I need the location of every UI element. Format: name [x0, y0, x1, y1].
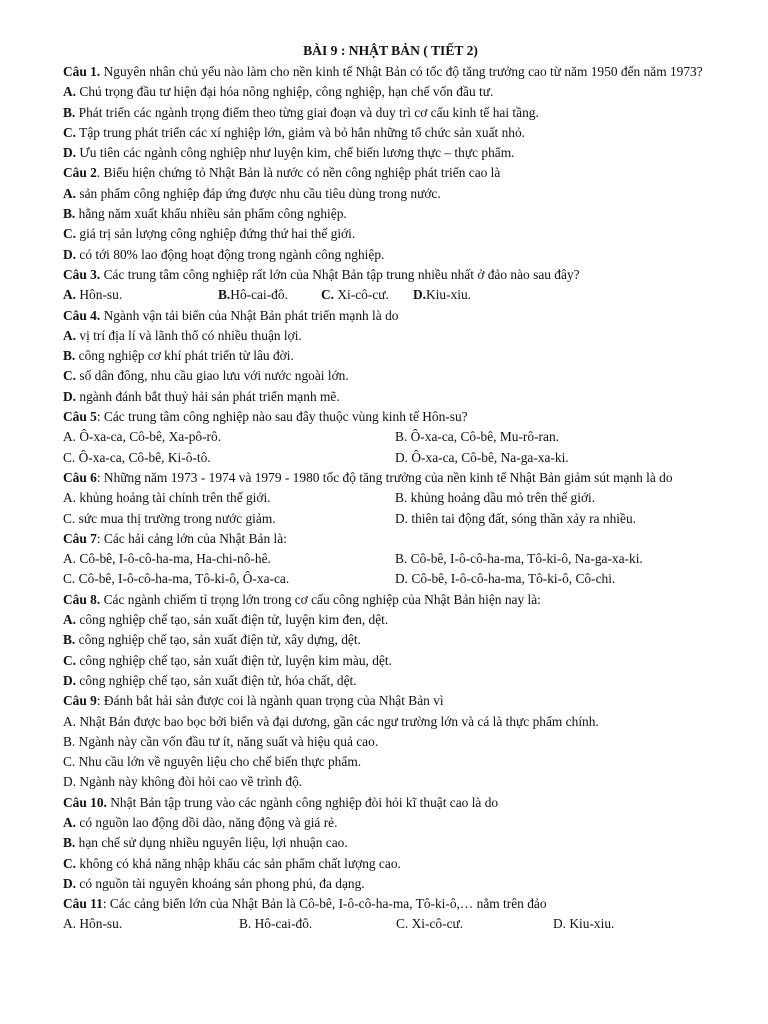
option-text: không có khả năng nhập khẩu các sản phẩm chất lượng cao. — [79, 855, 401, 871]
option-text: Tập trung phát triển các xí nghiệp lớn, giảm và bỏ hẳn những tổ chức sản xuất nhỏ. — [79, 124, 526, 140]
option-label: D. — [413, 287, 427, 303]
option-label: D. — [553, 916, 567, 932]
option-text: công nghiệp chế tạo, sản xuất điện tử, xây dựng, dệt. — [78, 632, 361, 648]
question-text: : Các cảng biển lớn của Nhật Bản là Cô-bê, I-ô-cô-ha-ma, Tô-ki-ô,… nằm trên đảo — [102, 896, 547, 912]
option-label: A. — [63, 287, 77, 303]
option-text: Hôn-su. — [79, 916, 123, 932]
option-label: A. — [63, 551, 77, 567]
option-text: khủng hoảng tài chính trên thế giới. — [79, 490, 271, 506]
option-text: khủng hoảng dầu mỏ trên thế giới. — [410, 490, 596, 506]
page-title: BÀI 9 : NHẬT BẢN ( TIẾT 2) — [303, 43, 478, 58]
question-text: Ngành vận tải biển của Nhật Bản phát triển mạnh là do — [103, 307, 399, 323]
option-d — [63, 143, 718, 163]
option-c — [63, 224, 718, 244]
option-text: công nghiệp chế tạo, sản xuất điện tử, hóa chất, dệt. — [79, 672, 357, 688]
option-text: Hô-cai-đô. — [230, 287, 288, 303]
option-text: hằng năm xuất khẩu nhiều sản phẩm công nghiệp. — [78, 206, 347, 222]
question-number: Câu 1. — [63, 64, 101, 79]
option-b — [63, 732, 718, 752]
options-row — [63, 509, 718, 529]
option-text: vị trí địa lí và lãnh thổ có nhiều thuận lợi. — [79, 327, 302, 343]
option-label: A. — [63, 327, 77, 343]
option-text: có nguồn tài nguyên khoáng sản phong phú, đa dạng. — [79, 875, 365, 891]
option-c — [63, 448, 395, 468]
option-b — [395, 488, 595, 508]
option-text: Hô-cai-đô. — [254, 916, 313, 932]
option-text: có tới 80% lao động hoạt động trong ngành công nghiệp. — [79, 246, 385, 262]
options-row — [63, 488, 718, 508]
option-label: A. — [63, 185, 77, 201]
option-label: D. — [63, 145, 77, 161]
option-label: A. — [63, 916, 77, 932]
option-text: Ô-xa-ca, Cô-bê, Mu-rô-ran. — [410, 429, 559, 445]
option-label: A. — [63, 612, 77, 628]
question-number: Câu 4. — [63, 307, 101, 323]
option-text: Nhật Bản được bao bọc bởi biển và đại dương, gần các ngư trường lớn và cá là thực phẩm chính. — [79, 713, 599, 729]
options-row — [63, 285, 718, 305]
option-text: Chú trọng đầu tư hiện đại hóa nông nghiệp, công nghiệp, hạn chế vốn đầu tư. — [79, 84, 494, 100]
option-d — [395, 448, 569, 468]
option-label: B. — [218, 287, 231, 303]
option-d — [63, 671, 718, 691]
option-label: B. — [63, 206, 76, 222]
question-1-stem — [63, 62, 718, 82]
question-number: Câu 7 — [63, 530, 97, 546]
option-d — [395, 509, 636, 529]
option-b — [395, 549, 643, 569]
option-a — [63, 326, 718, 346]
option-text: Cô-bê, I-ô-cô-ha-ma, Tô-ki-ô, Na-ga-xa-ki. — [410, 551, 643, 567]
option-c — [63, 509, 395, 529]
option-label: D. — [63, 672, 77, 688]
option-a — [63, 549, 395, 569]
option-label: A. — [63, 490, 77, 506]
option-text: hạn chế sử dụng nhiều nguyên liệu, lợi nhuận cao. — [78, 835, 348, 851]
question-3-stem — [63, 265, 718, 285]
option-label: C. — [63, 368, 77, 384]
option-text: số dân đông, nhu cầu giao lưu với nước ngoài lớn. — [79, 368, 349, 384]
option-b — [63, 833, 718, 853]
option-label: C. — [396, 916, 409, 932]
option-label: C. — [63, 124, 77, 140]
option-label: C. — [63, 652, 77, 668]
question-text: : Các hải cảng lớn của Nhật Bản là: — [96, 530, 287, 546]
question-7-stem — [63, 529, 718, 549]
option-label: A. — [63, 429, 77, 445]
question-text: Các trung tâm công nghiệp rất lớn của Nhật Bản tập trung nhiều nhất ở đảo nào sau đây? — [103, 266, 580, 282]
option-label: D. — [63, 388, 77, 404]
option-a — [63, 427, 395, 447]
question-number: Câu 6 — [63, 469, 97, 485]
question-number: Câu 10. — [63, 794, 107, 810]
option-d — [63, 245, 718, 265]
option-label: B. — [63, 348, 76, 364]
option-b — [63, 346, 718, 366]
option-label: B. — [395, 551, 408, 567]
question-text: : Đánh bắt hải sản được coi là ngành quan trọng của Nhật Bản vì — [96, 693, 444, 709]
options-row — [63, 427, 718, 447]
question-2-stem — [63, 163, 718, 183]
option-d — [63, 387, 718, 407]
option-b — [218, 285, 321, 305]
option-text: Hôn-su. — [79, 287, 123, 303]
option-d — [413, 285, 471, 305]
option-label: B. — [63, 104, 76, 120]
option-text: Ô-xa-ca, Cô-bê, Xa-pô-rô. — [79, 429, 222, 445]
question-text: Các ngành chiếm tỉ trọng lớn trong cơ cấu công nghiệp của Nhật Bản hiện nay là: — [103, 591, 541, 607]
option-text: Ưu tiên các ngành công nghiệp như luyện kim, chế biến lương thực – thực phẩm. — [79, 145, 515, 161]
option-b — [395, 427, 559, 447]
option-label: B. — [239, 916, 252, 932]
option-b — [63, 103, 718, 123]
question-number: Câu 3. — [63, 266, 101, 282]
option-text: sức mua thị trường trong nước giảm. — [78, 510, 276, 526]
option-c — [63, 651, 718, 671]
option-text: Cô-bê, I-ô-cô-ha-ma, Tô-ki-ô, Ô-xa-ca. — [78, 571, 290, 587]
option-text: Ô-xa-ca, Cô-bê, Ki-ô-tô. — [78, 449, 211, 465]
option-text: Phát triển các ngành trọng điểm theo từng giai đoạn và duy trì cơ cấu kinh tế hai tầng. — [78, 104, 539, 120]
question-text: Nguyên nhân chủ yếu nào làm cho nền kinh tế Nhật Bản có tốc độ tăng trưởng cao từ năm 1950 đến năm 1973? — [103, 64, 703, 79]
option-text: Nhu cầu lớn về nguyên liệu cho chế biến thực phẩm. — [78, 754, 362, 770]
option-text: Xi-cô-cư. — [411, 916, 464, 932]
question-10-stem — [63, 793, 718, 813]
option-label: B. — [63, 835, 76, 851]
option-b — [63, 204, 718, 224]
option-label: B. — [395, 490, 408, 506]
question-text: Nhật Bản tập trung vào các ngành công nghiệp đòi hỏi kĩ thuật cao là do — [110, 794, 499, 810]
question-text: : Những năm 1973 - 1974 và 1979 - 1980 tốc độ tăng trưởng của nền kinh tế Nhật Bản giảm sút mạnh là do — [96, 469, 673, 485]
option-a — [63, 184, 718, 204]
options-row — [63, 448, 718, 468]
question-text: . Biểu hiện chứng tỏ Nhật Bản là nước có nền công nghiệp phát triển cao là — [96, 165, 501, 181]
question-number: Câu 2 — [63, 165, 97, 181]
option-label: B. — [63, 733, 76, 749]
option-a — [63, 914, 239, 934]
option-text: Xi-cô-cư. — [337, 287, 389, 303]
option-d — [63, 874, 718, 894]
option-c — [63, 366, 718, 386]
question-8-stem — [63, 590, 718, 610]
option-text: Cô-bê, I-ô-cô-ha-ma, Tô-ki-ô, Cô-chi. — [411, 571, 616, 587]
option-label: C. — [63, 510, 76, 526]
question-9-stem — [63, 691, 718, 711]
option-a — [63, 285, 218, 305]
option-text: Cô-bê, I-ô-cô-ha-ma, Ha-chi-nô-hê. — [79, 551, 271, 567]
option-label: C. — [63, 226, 77, 242]
option-text: Ô-xa-ca, Cô-bê, Na-ga-xa-ki. — [411, 449, 569, 465]
question-number: Câu 9 — [63, 693, 97, 709]
option-label: D. — [63, 875, 77, 891]
option-label: A. — [63, 713, 77, 729]
option-text: Ngành này cần vốn đầu tư ít, năng suất và hiệu quả cao. — [78, 733, 379, 749]
option-label: D. — [63, 774, 77, 790]
option-label: A. — [63, 814, 77, 830]
question-number: Câu 8. — [63, 591, 101, 607]
option-label: D. — [63, 246, 77, 262]
option-c — [63, 854, 718, 874]
option-c — [321, 285, 413, 305]
option-a — [63, 488, 395, 508]
option-text: thiên tai động đất, sóng thần xảy ra nhiều. — [411, 510, 637, 526]
option-a — [63, 712, 718, 732]
option-text: Ngành này không đòi hỏi cao về trình độ. — [79, 774, 303, 790]
option-d — [63, 772, 718, 792]
options-row — [63, 549, 718, 569]
options-row — [63, 569, 718, 589]
question-6-stem — [63, 468, 718, 488]
option-label: D. — [395, 449, 409, 465]
option-text: ngành đánh bắt thuỷ hải sản phát triển mạnh mẽ. — [79, 388, 340, 404]
options-row — [63, 914, 718, 934]
option-a — [63, 82, 718, 102]
option-a — [63, 610, 718, 630]
option-c — [63, 123, 718, 143]
option-d — [395, 569, 615, 589]
option-label: D. — [395, 571, 409, 587]
option-text: công nghiệp cơ khí phát triển từ lâu đời. — [78, 348, 294, 364]
option-label: A. — [63, 84, 77, 100]
question-11-stem — [63, 894, 718, 914]
option-label: D. — [395, 510, 409, 526]
option-label: B. — [63, 632, 76, 648]
question-text: : Các trung tâm công nghiệp nào sau đây thuộc vùng kinh tế Hôn-su? — [96, 409, 468, 425]
option-label: B. — [395, 429, 408, 445]
option-text: Kiu-xiu. — [426, 287, 472, 303]
option-text: giá trị sản lượng công nghiệp đứng thứ hai thế giới. — [79, 226, 356, 242]
option-c — [396, 914, 553, 934]
option-text: Kiu-xiu. — [569, 916, 615, 932]
option-text: sản phẩm công nghiệp đáp ứng được nhu cầu tiêu dùng trong nước. — [79, 185, 441, 201]
question-5-stem — [63, 407, 718, 427]
option-text: công nghiệp chế tạo, sản xuất điện tử, luyện kim màu, dệt. — [79, 652, 392, 668]
option-a — [63, 813, 718, 833]
option-text: công nghiệp chế tạo, sản xuất điện tử, luyện kim đen, dệt. — [79, 612, 389, 628]
option-label: C. — [63, 754, 76, 770]
option-label: C. — [63, 571, 76, 587]
option-label: C. — [63, 855, 77, 871]
option-d — [553, 914, 614, 934]
question-number: Câu 11 — [63, 896, 103, 912]
option-label: C. — [321, 287, 335, 303]
option-text: có nguồn lao động dồi dào, năng động và giá rẻ. — [79, 814, 338, 830]
question-number: Câu 5 — [63, 409, 97, 425]
option-c — [63, 752, 718, 772]
option-label: C. — [63, 449, 76, 465]
option-c — [63, 569, 395, 589]
option-b — [239, 914, 396, 934]
question-4-stem — [63, 306, 718, 326]
option-b — [63, 630, 718, 650]
